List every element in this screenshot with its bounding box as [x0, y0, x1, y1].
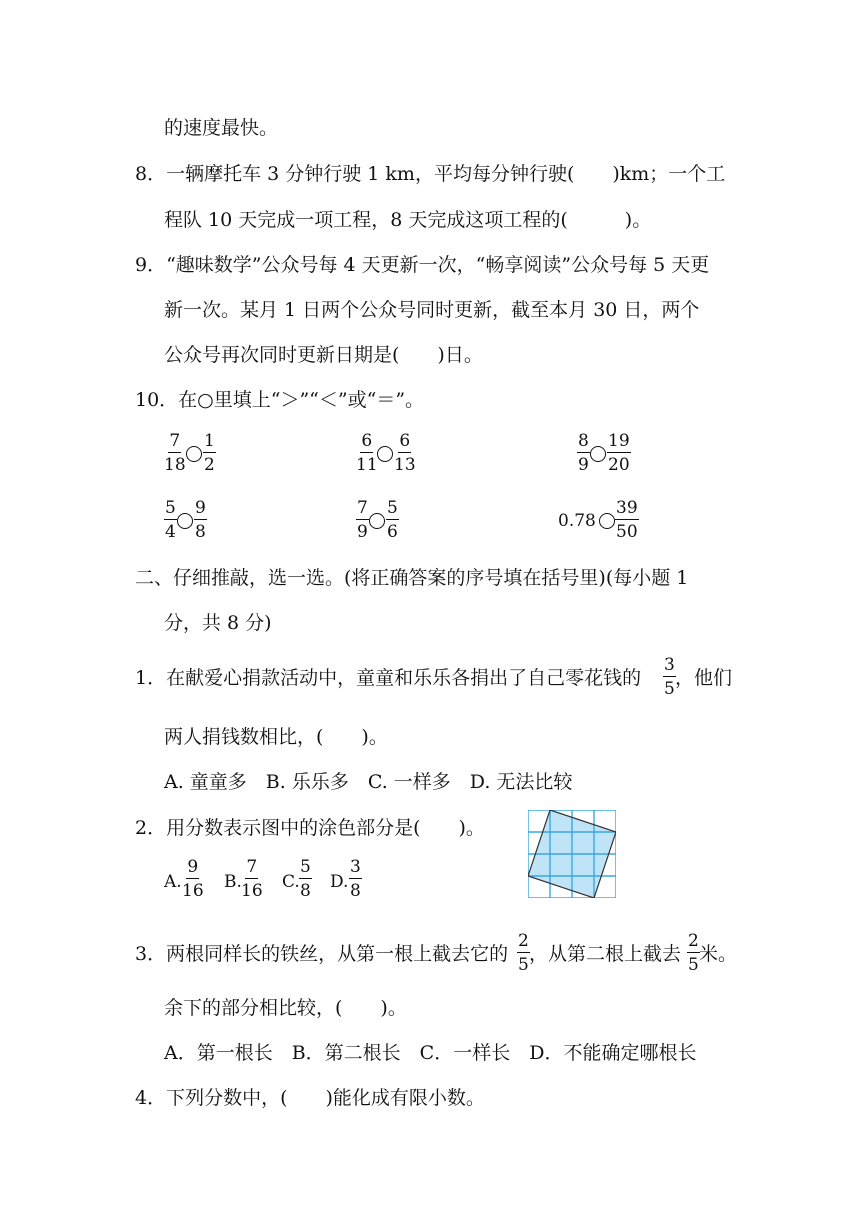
question-1-fraction — [663, 656, 676, 698]
compare-2-right-fraction — [394, 432, 416, 474]
text-line: 的速度最快。 — [164, 117, 279, 139]
compare-3-circle[interactable] — [590, 446, 606, 462]
compare-5-left-fraction — [356, 499, 369, 541]
numerator: 19 — [608, 431, 630, 451]
numerator: 1 — [204, 431, 215, 451]
question-3-text-c: 米。 — [699, 943, 738, 965]
numerator: 8 — [578, 431, 589, 451]
denominator: 16 — [182, 881, 204, 901]
compare-1-right-fraction — [203, 432, 216, 474]
compare-1-circle[interactable] — [186, 446, 202, 462]
numerator: 6 — [361, 431, 373, 451]
question-8-line-2: 程队 10 天完成一项工程，8 天完成这项工程的( )。 — [164, 209, 652, 231]
question-4-text: 4．下列分数中，( )能化成有限小数。 — [135, 1087, 485, 1109]
question-3-text-b: ，从第二根上截去 — [529, 943, 682, 965]
question-9-line-1: 9．“趣味数学”公众号每 4 天更新一次，“畅享阅读”公众号每 5 天更 — [135, 254, 710, 276]
denominator: 5 — [518, 955, 529, 975]
denominator: 50 — [616, 522, 638, 542]
compare-3-right-fraction — [607, 432, 631, 474]
question-9-line-3: 公众号再次同时更新日期是( )日。 — [164, 344, 483, 366]
numerator: 7 — [169, 431, 181, 451]
option-b-fraction — [241, 858, 263, 900]
denominator: 8 — [350, 881, 361, 901]
numerator: 7 — [246, 857, 258, 877]
compare-4-circle[interactable] — [177, 513, 193, 529]
numerator: 9 — [195, 498, 206, 518]
compare-2-left-fraction — [356, 432, 378, 474]
question-3-text-d: 余下的部分相比较，( )。 — [164, 997, 407, 1019]
question-8-line-1: 8．一辆摩托车 3 分钟行驶 1 km，平均每分钟行驶( )km；一个工 — [135, 163, 726, 185]
numerator: 2 — [518, 931, 529, 951]
numerator: 9 — [187, 857, 199, 877]
question-1-text-a: 1．在献爱心捐款活动中，童童和乐乐各捐出了自己零花钱的 — [135, 667, 642, 689]
shaded-square-grid-figure — [528, 810, 616, 898]
denominator: 2 — [204, 455, 215, 475]
denominator: 13 — [394, 455, 416, 475]
denominator: 11 — [356, 455, 378, 475]
section-2-heading: 二、仔细推敲，选一选。(将正确答案的序号填在括号里)(每小题 1 — [135, 567, 689, 589]
question-1-text-c: 两人捐钱数相比，( )。 — [164, 726, 388, 748]
question-9-line-2: 新一次。某月 1 日两个公众号同时更新，截至本月 30 日，两个 — [164, 299, 700, 321]
option-b-label: B. — [224, 872, 242, 892]
denominator: 6 — [387, 522, 398, 542]
compare-5-right-fraction — [386, 499, 399, 541]
compare-2-circle[interactable] — [377, 446, 393, 462]
compare-3-left-fraction — [577, 432, 590, 474]
numerator: 7 — [357, 498, 368, 518]
denominator: 5 — [664, 679, 675, 699]
option-a-fraction — [182, 858, 204, 900]
question-3-fraction-2 — [687, 932, 700, 974]
option-d-fraction — [349, 858, 362, 900]
compare-6-left-decimal: 0.78 — [558, 511, 596, 531]
denominator: 18 — [164, 455, 186, 475]
section-2-heading-cont: 分，共 8 分) — [164, 612, 272, 634]
compare-6-circle[interactable] — [599, 513, 615, 529]
denominator: 8 — [300, 881, 311, 901]
numerator: 3 — [350, 857, 361, 877]
numerator: 5 — [165, 498, 176, 518]
numerator: 39 — [616, 498, 638, 518]
question-2-text: 2．用分数表示图中的涂色部分是( )。 — [135, 817, 485, 839]
option-a-label: A. — [164, 872, 182, 892]
denominator: 9 — [357, 522, 368, 542]
denominator: 8 — [195, 522, 206, 542]
question-10-title: 10．在○里填上“＞”“＜”或“＝”。 — [135, 389, 425, 411]
numerator: 6 — [399, 431, 411, 451]
denominator: 5 — [688, 955, 699, 975]
denominator: 20 — [608, 455, 630, 475]
denominator: 4 — [165, 522, 176, 542]
numerator: 5 — [300, 857, 311, 877]
numerator: 5 — [387, 498, 398, 518]
option-c-label: C. — [282, 872, 300, 892]
question-1-options: A. 童童多 B. 乐乐多 C. 一样多 D. 无法比较 — [164, 771, 573, 793]
option-c-fraction — [299, 858, 312, 900]
numerator: 2 — [688, 931, 699, 951]
compare-6-right-fraction — [615, 499, 639, 541]
question-1-text-b: ，他们 — [675, 667, 733, 689]
compare-1-left-fraction — [164, 432, 186, 474]
question-3-fraction-1 — [517, 932, 530, 974]
compare-4-left-fraction — [164, 499, 177, 541]
numerator: 3 — [664, 655, 675, 675]
question-3-text-a: 3．两根同样长的铁丝，从第一根上截去它的 — [135, 943, 509, 965]
compare-5-circle[interactable] — [369, 513, 385, 529]
denominator: 9 — [578, 455, 589, 475]
option-d-label: D. — [330, 872, 349, 892]
denominator: 16 — [241, 881, 263, 901]
compare-4-right-fraction — [194, 499, 207, 541]
question-3-options: A．第一根长 B．第二根长 C．一样长 D．不能确定哪根长 — [164, 1042, 697, 1064]
